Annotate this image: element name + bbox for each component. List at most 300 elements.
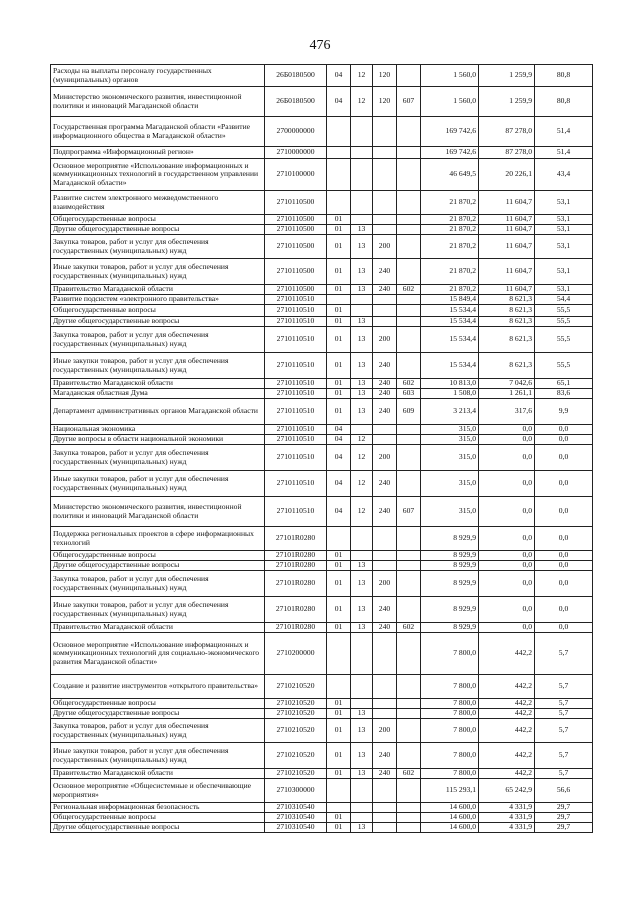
table-row	[51, 633, 593, 675]
target-code: 2710110510	[265, 305, 327, 317]
table-row	[51, 445, 593, 471]
target-code: 2710110510	[265, 425, 327, 435]
target-code: 2710110510	[265, 295, 327, 305]
admin-code	[397, 709, 421, 719]
table-row	[51, 305, 593, 317]
table-row	[51, 159, 593, 191]
subsection-code: 13	[351, 597, 373, 623]
section-code: 01	[327, 305, 351, 317]
approved-amount: 14 600,0	[421, 813, 479, 823]
execution-percent: 83,6	[535, 389, 593, 399]
admin-code: 602	[397, 769, 421, 779]
section-code	[327, 675, 351, 699]
section-code: 04	[327, 497, 351, 527]
target-code: 2710210520	[265, 719, 327, 743]
approved-amount: 7 800,0	[421, 719, 479, 743]
approved-amount: 15 534,4	[421, 353, 479, 379]
admin-code	[397, 425, 421, 435]
approved-amount: 1 508,0	[421, 389, 479, 399]
executed-amount: 7 042,6	[479, 379, 535, 389]
executed-amount: 65 242,9	[479, 779, 535, 803]
target-code: 2710100000	[265, 159, 327, 191]
target-code: 2710110500	[265, 285, 327, 295]
approved-amount: 14 600,0	[421, 803, 479, 813]
approved-amount: 315,0	[421, 497, 479, 527]
target-code: 2710110510	[265, 389, 327, 399]
admin-code	[397, 719, 421, 743]
section-code: 01	[327, 699, 351, 709]
target-code: 2710110500	[265, 215, 327, 225]
admin-code: 607	[397, 87, 421, 117]
execution-percent: 53,1	[535, 225, 593, 235]
row-name: Иные закупки товаров, работ и услуг для обеспечения государственных (муниципальных) нужд	[51, 471, 265, 497]
subsection-code	[351, 117, 373, 147]
table-row	[51, 623, 593, 633]
approved-amount: 21 870,2	[421, 225, 479, 235]
admin-code: 602	[397, 285, 421, 295]
approved-amount: 169 742,6	[421, 147, 479, 159]
approved-amount: 21 870,2	[421, 235, 479, 259]
target-code: 2710110500	[265, 259, 327, 285]
subsection-code: 12	[351, 497, 373, 527]
execution-percent: 55,5	[535, 353, 593, 379]
row-name: Иные закупки товаров, работ и услуг для обеспечения государственных (муниципальных) нужд	[51, 597, 265, 623]
row-name: Министерство экономического развития, инвестиционной политики и инноваций Магаданской области	[51, 87, 265, 117]
approved-amount: 315,0	[421, 445, 479, 471]
section-code: 04	[327, 425, 351, 435]
executed-amount: 11 604,7	[479, 215, 535, 225]
section-code	[327, 295, 351, 305]
admin-code	[397, 699, 421, 709]
subsection-code	[351, 425, 373, 435]
subsection-code	[351, 779, 373, 803]
subsection-code	[351, 551, 373, 561]
admin-code	[397, 471, 421, 497]
expense-type: 240	[373, 471, 397, 497]
section-code: 01	[327, 399, 351, 425]
row-name: Департамент административных органов Магаданской области	[51, 399, 265, 425]
section-code: 01	[327, 259, 351, 285]
executed-amount: 442,2	[479, 709, 535, 719]
target-code: 2710110510	[265, 497, 327, 527]
execution-percent: 5,7	[535, 769, 593, 779]
table-row	[51, 675, 593, 699]
expense-type: 240	[373, 379, 397, 389]
executed-amount: 4 331,9	[479, 803, 535, 813]
table-row	[51, 225, 593, 235]
executed-amount: 317,6	[479, 399, 535, 425]
table-row	[51, 389, 593, 399]
expense-type	[373, 215, 397, 225]
expense-type	[373, 803, 397, 813]
expense-type	[373, 159, 397, 191]
target-code: 27101R0280	[265, 527, 327, 551]
table-row	[51, 285, 593, 295]
table-row	[51, 769, 593, 779]
admin-code	[397, 159, 421, 191]
target-code: 2710210520	[265, 699, 327, 709]
table-row	[51, 527, 593, 551]
target-code: 2710000000	[265, 147, 327, 159]
approved-amount: 21 870,2	[421, 259, 479, 285]
executed-amount: 0,0	[479, 445, 535, 471]
admin-code	[397, 597, 421, 623]
section-code: 01	[327, 379, 351, 389]
table-row	[51, 379, 593, 389]
execution-percent: 0,0	[535, 435, 593, 445]
target-code: 2710200000	[265, 633, 327, 675]
approved-amount: 7 800,0	[421, 743, 479, 769]
approved-amount: 169 742,6	[421, 117, 479, 147]
target-code: 26Б0180500	[265, 65, 327, 87]
row-name: Другие общегосударственные вопросы	[51, 823, 265, 833]
table-row	[51, 779, 593, 803]
approved-amount: 8 929,9	[421, 597, 479, 623]
subsection-code	[351, 305, 373, 317]
subsection-code: 13	[351, 399, 373, 425]
target-code: 27101R0280	[265, 561, 327, 571]
approved-amount: 7 800,0	[421, 699, 479, 709]
subsection-code: 12	[351, 87, 373, 117]
target-code: 2710110500	[265, 191, 327, 215]
expense-type: 200	[373, 327, 397, 353]
subsection-code: 13	[351, 259, 373, 285]
execution-percent: 5,7	[535, 709, 593, 719]
subsection-code: 13	[351, 571, 373, 597]
row-name: Развитие систем электронного межведомственного взаимодействия	[51, 191, 265, 215]
execution-percent: 5,7	[535, 675, 593, 699]
expense-type: 240	[373, 743, 397, 769]
execution-percent: 0,0	[535, 445, 593, 471]
subsection-code	[351, 813, 373, 823]
table-row	[51, 561, 593, 571]
admin-code	[397, 803, 421, 813]
subsection-code	[351, 159, 373, 191]
section-code: 01	[327, 551, 351, 561]
expense-type	[373, 435, 397, 445]
row-name: Министерство экономического развития, инвестиционной политики и инноваций Магаданской области	[51, 497, 265, 527]
expense-type	[373, 305, 397, 317]
row-name: Основное мероприятие «Использование информационных и коммуникационных технологий для социально-экономического развития Магаданской области»	[51, 633, 265, 675]
admin-code	[397, 435, 421, 445]
expense-type: 240	[373, 769, 397, 779]
table-row	[51, 709, 593, 719]
approved-amount: 1 560,0	[421, 87, 479, 117]
row-name: Закупка товаров, работ и услуг для обеспечения государственных (муниципальных) нужд	[51, 327, 265, 353]
row-name: Поддержка региональных проектов в сфере информационных технологий	[51, 527, 265, 551]
row-name: Закупка товаров, работ и услуг для обеспечения государственных (муниципальных) нужд	[51, 445, 265, 471]
admin-code	[397, 527, 421, 551]
section-code: 01	[327, 743, 351, 769]
admin-code	[397, 117, 421, 147]
row-name: Подпрограмма «Информационный регион»	[51, 147, 265, 159]
table-row	[51, 215, 593, 225]
table-row	[51, 259, 593, 285]
target-code: 27101R0280	[265, 623, 327, 633]
table-row	[51, 571, 593, 597]
section-code: 01	[327, 353, 351, 379]
approved-amount: 21 870,2	[421, 191, 479, 215]
approved-amount: 7 800,0	[421, 769, 479, 779]
target-code: 27101R0280	[265, 551, 327, 561]
row-name: Расходы на выплаты персоналу государственных (муниципальных) органов	[51, 65, 265, 87]
table-row	[51, 497, 593, 527]
admin-code	[397, 561, 421, 571]
row-name: Правительство Магаданской области	[51, 623, 265, 633]
approved-amount: 15 534,4	[421, 305, 479, 317]
execution-percent: 53,1	[535, 259, 593, 285]
expense-type: 200	[373, 719, 397, 743]
execution-percent: 0,0	[535, 425, 593, 435]
admin-code	[397, 675, 421, 699]
target-code: 2710110500	[265, 235, 327, 259]
executed-amount: 4 331,9	[479, 823, 535, 833]
admin-code	[397, 823, 421, 833]
expense-type	[373, 633, 397, 675]
executed-amount: 11 604,7	[479, 191, 535, 215]
expense-type	[373, 709, 397, 719]
expense-type	[373, 117, 397, 147]
table-row	[51, 235, 593, 259]
admin-code: 602	[397, 379, 421, 389]
execution-percent: 5,7	[535, 633, 593, 675]
admin-code: 603	[397, 389, 421, 399]
execution-percent: 5,7	[535, 743, 593, 769]
approved-amount: 7 800,0	[421, 633, 479, 675]
expense-type	[373, 699, 397, 709]
approved-amount: 15 534,4	[421, 327, 479, 353]
executed-amount: 0,0	[479, 561, 535, 571]
target-code: 2710210520	[265, 675, 327, 699]
subsection-code: 13	[351, 235, 373, 259]
section-code	[327, 803, 351, 813]
execution-percent: 43,4	[535, 159, 593, 191]
executed-amount: 87 278,0	[479, 117, 535, 147]
table-row	[51, 65, 593, 87]
row-name: Общегосударственные вопросы	[51, 813, 265, 823]
subsection-code: 13	[351, 389, 373, 399]
target-code: 2710110510	[265, 327, 327, 353]
executed-amount: 87 278,0	[479, 147, 535, 159]
expense-type	[373, 425, 397, 435]
approved-amount: 8 929,9	[421, 527, 479, 551]
table-row	[51, 317, 593, 327]
expense-type	[373, 561, 397, 571]
row-name: Общегосударственные вопросы	[51, 699, 265, 709]
approved-amount: 115 293,1	[421, 779, 479, 803]
execution-percent: 0,0	[535, 597, 593, 623]
section-code: 01	[327, 215, 351, 225]
expense-type	[373, 317, 397, 327]
expense-type: 240	[373, 389, 397, 399]
admin-code	[397, 235, 421, 259]
execution-percent: 29,7	[535, 803, 593, 813]
target-code: 2700000000	[265, 117, 327, 147]
executed-amount: 0,0	[479, 551, 535, 561]
table-row	[51, 803, 593, 813]
approved-amount: 46 649,5	[421, 159, 479, 191]
executed-amount: 11 604,7	[479, 259, 535, 285]
expense-type	[373, 225, 397, 235]
executed-amount: 11 604,7	[479, 285, 535, 295]
table-row	[51, 743, 593, 769]
table-row	[51, 471, 593, 497]
execution-percent: 65,1	[535, 379, 593, 389]
table-row	[51, 117, 593, 147]
target-code: 2710210520	[265, 743, 327, 769]
row-name: Иные закупки товаров, работ и услуг для обеспечения государственных (муниципальных) нужд	[51, 259, 265, 285]
execution-percent: 0,0	[535, 497, 593, 527]
table-row	[51, 327, 593, 353]
expense-type: 240	[373, 597, 397, 623]
approved-amount: 3 213,4	[421, 399, 479, 425]
executed-amount: 442,2	[479, 743, 535, 769]
section-code	[327, 147, 351, 159]
expense-type: 240	[373, 285, 397, 295]
row-name: Основное мероприятие «Общесистемные и обеспечивающие мероприятия»	[51, 779, 265, 803]
subsection-code	[351, 147, 373, 159]
expense-type: 200	[373, 445, 397, 471]
approved-amount: 15 534,4	[421, 317, 479, 327]
admin-code	[397, 65, 421, 87]
subsection-code	[351, 803, 373, 813]
admin-code	[397, 225, 421, 235]
admin-code	[397, 317, 421, 327]
section-code: 04	[327, 471, 351, 497]
section-code: 01	[327, 571, 351, 597]
executed-amount: 1 259,9	[479, 87, 535, 117]
section-code	[327, 779, 351, 803]
expense-type: 240	[373, 399, 397, 425]
approved-amount: 15 849,4	[421, 295, 479, 305]
expense-type	[373, 675, 397, 699]
subsection-code: 13	[351, 379, 373, 389]
table-row	[51, 425, 593, 435]
section-code	[327, 191, 351, 215]
row-name: Основное мероприятие «Использование информационных и коммуникационных технологий в государственном управлении Магаданской области»	[51, 159, 265, 191]
target-code: 2710110510	[265, 435, 327, 445]
section-code: 01	[327, 317, 351, 327]
row-name: Национальная экономика	[51, 425, 265, 435]
target-code: 2710210520	[265, 709, 327, 719]
row-name: Иные закупки товаров, работ и услуг для обеспечения государственных (муниципальных) нужд	[51, 353, 265, 379]
execution-percent: 29,7	[535, 823, 593, 833]
row-name: Общегосударственные вопросы	[51, 215, 265, 225]
row-name: Общегосударственные вопросы	[51, 551, 265, 561]
section-code: 01	[327, 623, 351, 633]
row-name: Магаданская областная Дума	[51, 389, 265, 399]
execution-percent: 54,4	[535, 295, 593, 305]
row-name: Другие общегосударственные вопросы	[51, 709, 265, 719]
approved-amount: 1 560,0	[421, 65, 479, 87]
row-name: Другие вопросы в области национальной экономики	[51, 435, 265, 445]
execution-percent: 5,7	[535, 699, 593, 709]
section-code	[327, 527, 351, 551]
approved-amount: 8 929,9	[421, 561, 479, 571]
subsection-code	[351, 191, 373, 215]
subsection-code: 13	[351, 561, 373, 571]
subsection-code	[351, 215, 373, 225]
admin-code: 602	[397, 623, 421, 633]
execution-percent: 29,7	[535, 813, 593, 823]
execution-percent: 51,4	[535, 117, 593, 147]
execution-percent: 80,8	[535, 87, 593, 117]
section-code: 01	[327, 597, 351, 623]
expense-type	[373, 823, 397, 833]
execution-percent: 0,0	[535, 561, 593, 571]
executed-amount: 11 604,7	[479, 225, 535, 235]
subsection-code: 13	[351, 743, 373, 769]
admin-code	[397, 743, 421, 769]
section-code: 01	[327, 813, 351, 823]
execution-percent: 55,5	[535, 317, 593, 327]
approved-amount: 10 813,0	[421, 379, 479, 389]
executed-amount: 8 621,3	[479, 353, 535, 379]
executed-amount: 20 226,1	[479, 159, 535, 191]
admin-code	[397, 295, 421, 305]
executed-amount: 0,0	[479, 623, 535, 633]
execution-percent: 53,1	[535, 215, 593, 225]
admin-code: 607	[397, 497, 421, 527]
execution-percent: 56,6	[535, 779, 593, 803]
section-code: 01	[327, 285, 351, 295]
table-row	[51, 699, 593, 709]
executed-amount: 442,2	[479, 633, 535, 675]
expense-type: 240	[373, 259, 397, 285]
target-code: 26Б0180500	[265, 87, 327, 117]
section-code: 04	[327, 65, 351, 87]
section-code: 04	[327, 445, 351, 471]
row-name: Закупка товаров, работ и услуг для обеспечения государственных (муниципальных) нужд	[51, 235, 265, 259]
section-code: 01	[327, 769, 351, 779]
subsection-code: 13	[351, 225, 373, 235]
execution-percent: 0,0	[535, 471, 593, 497]
executed-amount: 442,2	[479, 719, 535, 743]
expense-type: 240	[373, 497, 397, 527]
approved-amount: 8 929,9	[421, 551, 479, 561]
executed-amount: 8 621,3	[479, 305, 535, 317]
expense-type: 120	[373, 65, 397, 87]
executed-amount: 442,2	[479, 675, 535, 699]
row-name: Правительство Магаданской области	[51, 285, 265, 295]
row-name: Иные закупки товаров, работ и услуг для обеспечения государственных (муниципальных) нужд	[51, 743, 265, 769]
execution-percent: 0,0	[535, 571, 593, 597]
table-body	[51, 65, 593, 833]
executed-amount: 0,0	[479, 497, 535, 527]
executed-amount: 0,0	[479, 527, 535, 551]
row-name: Региональная информационная безопасность	[51, 803, 265, 813]
section-code: 01	[327, 823, 351, 833]
target-code: 2710310540	[265, 813, 327, 823]
execution-percent: 0,0	[535, 527, 593, 551]
section-code: 01	[327, 389, 351, 399]
subsection-code: 13	[351, 623, 373, 633]
execution-percent: 80,8	[535, 65, 593, 87]
execution-percent: 53,1	[535, 191, 593, 215]
executed-amount: 4 331,9	[479, 813, 535, 823]
execution-percent: 55,5	[535, 305, 593, 317]
table-row	[51, 147, 593, 159]
target-code: 2710300000	[265, 779, 327, 803]
section-code: 01	[327, 719, 351, 743]
target-code: 2710110510	[265, 399, 327, 425]
subsection-code: 13	[351, 317, 373, 327]
approved-amount: 7 800,0	[421, 675, 479, 699]
section-code	[327, 633, 351, 675]
approved-amount: 8 929,9	[421, 623, 479, 633]
execution-percent: 0,0	[535, 623, 593, 633]
table-row	[51, 353, 593, 379]
